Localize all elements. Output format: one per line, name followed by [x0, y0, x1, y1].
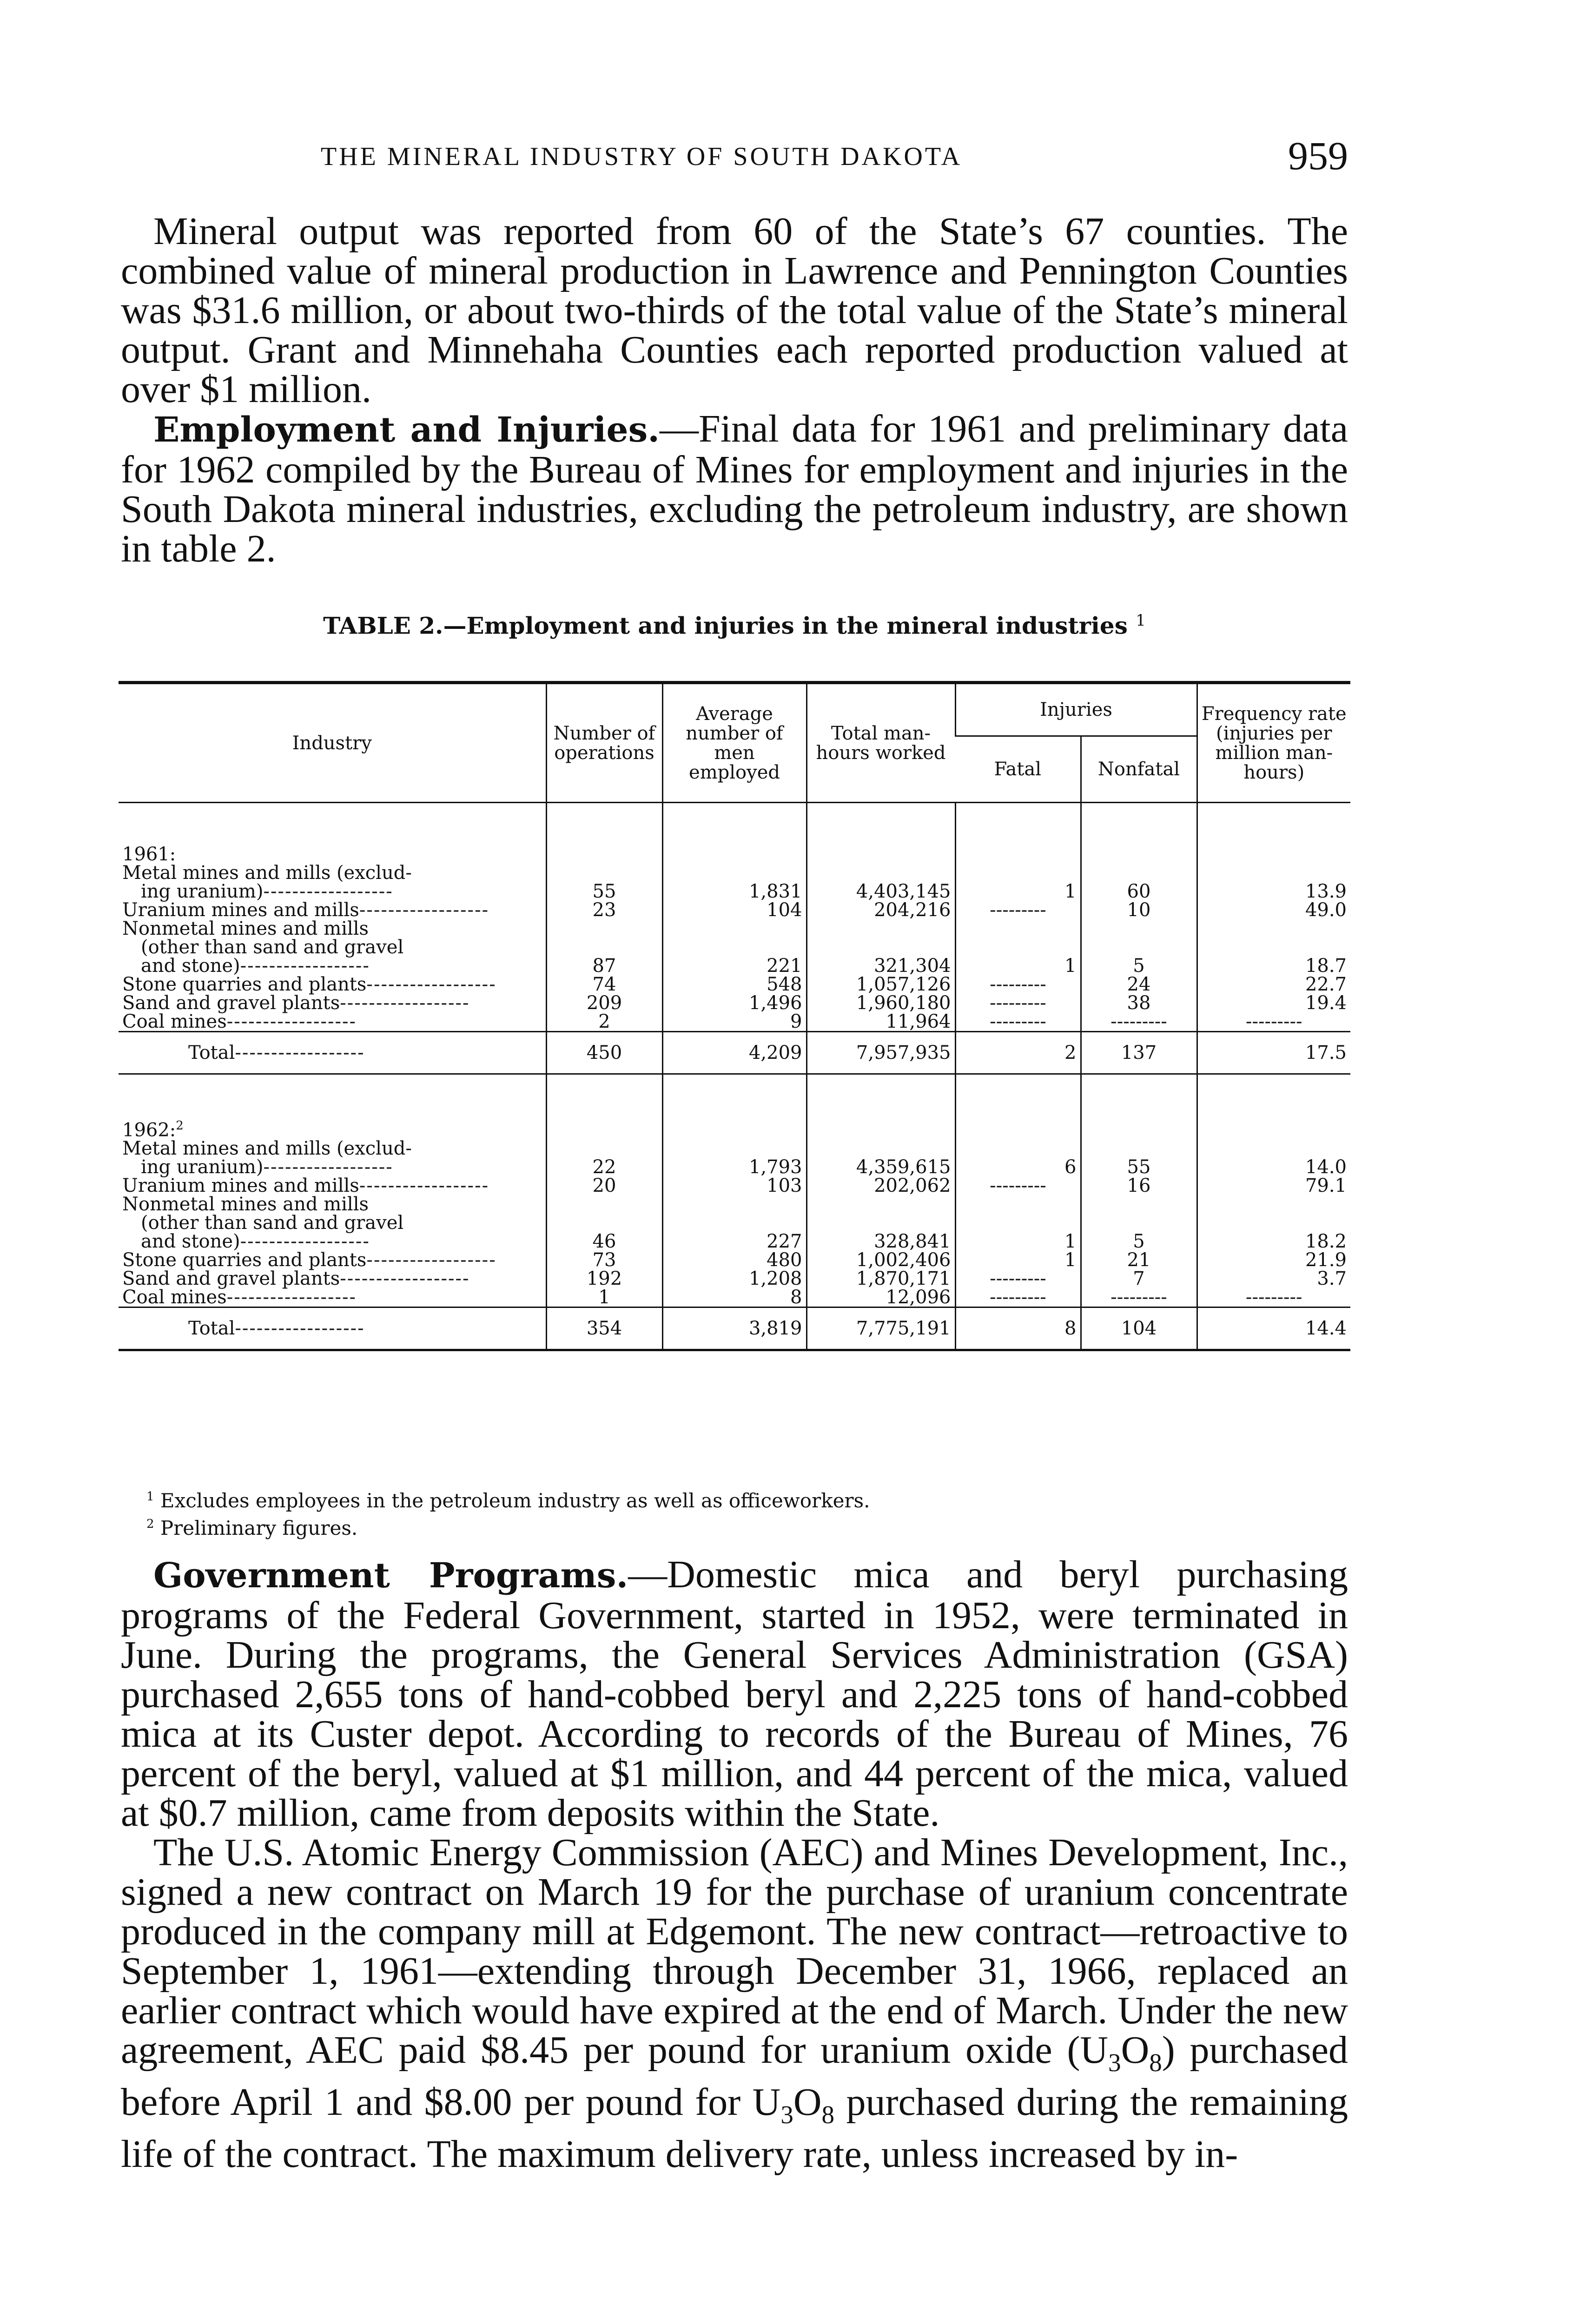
government-heading: Government Programs.	[153, 1556, 628, 1596]
cell-1962-total-rate: 14.4	[1197, 1307, 1350, 1350]
row-label-1962-nonmetal-line3: and stone)	[141, 1231, 240, 1253]
cell-1961-nonmetal-rate: 18.7	[1197, 919, 1350, 975]
leader-dots: ------------------	[263, 1156, 393, 1178]
cell-1962-total-fatal: 8	[955, 1307, 1081, 1350]
cell-1961-coal-men: 9	[662, 1012, 806, 1032]
row-label-1962-metal-line2: ing uranium)	[141, 1156, 264, 1178]
year-row-1962	[119, 1074, 1350, 1140]
aec-sub-3-b: 3	[780, 2100, 793, 2129]
row-label-1962-nonmetal-line1: Nonmetal mines and mills	[122, 1194, 369, 1215]
cell-1962-coal-men: 8	[662, 1288, 806, 1307]
cell-1962-uranium-rate: 79.1	[1197, 1176, 1350, 1195]
cell-1962-uranium-men: 103	[662, 1176, 806, 1195]
cell-1962-sand-hours: 1,870,171	[806, 1269, 955, 1288]
cell-1961-nonmetal-operations: 87	[546, 919, 662, 975]
cell-1961-coal-fatal: ---------	[955, 1012, 1081, 1032]
cell-1961-sand-nonfatal: 38	[1081, 994, 1197, 1012]
employment-heading: Employment and Injuries.	[153, 410, 660, 450]
cell-1962-metal-hours: 4,359,615	[806, 1139, 955, 1176]
employment-text: —Final data for 1961 and preliminary data for 1962 compiled by the Bureau of Mines for employment and injuries in the South Dakota mineral industries, excluding the petroleum industry, are shown in table 2.	[121, 407, 1348, 570]
table-row	[119, 1176, 1350, 1195]
cell-1961-coal-rate: ---------	[1197, 1012, 1350, 1032]
cell-1961-uranium-men: 104	[662, 901, 806, 919]
table-row	[119, 994, 1350, 1012]
cell-1962-stone-hours: 1,002,406	[806, 1251, 955, 1269]
cell-1962-sand-nonfatal: 7	[1081, 1269, 1197, 1288]
header-injuries: Injuries	[955, 683, 1197, 736]
footnote-1	[121, 1485, 1348, 1512]
aec-sub-3: 3	[1108, 2048, 1121, 2077]
row-label-1961-total: Total	[188, 1042, 235, 1063]
cell-1962-nonmetal-nonfatal: 5	[1081, 1195, 1197, 1251]
cell-1962-stone-rate: 21.9	[1197, 1251, 1350, 1269]
cell-1962-uranium-hours: 202,062	[806, 1176, 955, 1195]
cell-1961-metal-men: 1,831	[662, 864, 806, 901]
leader-dots: ------------------	[366, 974, 496, 995]
cell-1962-coal-rate: ---------	[1197, 1288, 1350, 1307]
cell-1961-coal-nonfatal: ---------	[1081, 1012, 1197, 1032]
cell-1962-coal-hours: 12,096	[806, 1288, 955, 1307]
header-frequency: Frequency rate (injuries per million man-hours)	[1197, 683, 1350, 803]
aec-sub-8: 8	[1149, 2048, 1162, 2077]
cell-1961-uranium-fatal: ---------	[955, 901, 1081, 919]
cell-1962-nonmetal-fatal: 1	[955, 1195, 1081, 1251]
cell-1961-uranium-hours: 204,216	[806, 901, 955, 919]
cell-1961-sand-hours: 1,960,180	[806, 994, 955, 1012]
table-row	[119, 901, 1350, 919]
row-label-1961-nonmetal-line2: (other than sand and gravel	[141, 937, 404, 958]
cell-1961-sand-fatal: ---------	[955, 994, 1081, 1012]
leader-dots: ------------------	[226, 1011, 357, 1032]
footnote-1-mark: 1	[146, 1490, 154, 1504]
cell-1961-stone-men: 548	[662, 975, 806, 994]
header-men-employed: Average number of men employed	[662, 683, 806, 803]
cell-1962-coal-nonfatal: ---------	[1081, 1288, 1197, 1307]
cell-1962-metal-fatal: 6	[955, 1139, 1081, 1176]
table-row	[119, 1012, 1350, 1032]
row-label-1962-total: Total	[188, 1318, 235, 1340]
leader-dots: ------------------	[340, 992, 470, 1014]
table-row	[119, 864, 1350, 901]
cell-1962-nonmetal-operations: 46	[546, 1195, 662, 1251]
aec-text-part3: purchased during the remaining life of the contract. The maximum delivery rate, unless increased by in-	[121, 2080, 1348, 2176]
cell-1962-coal-operations: 1	[546, 1288, 662, 1307]
cell-1961-total-rate: 17.5	[1197, 1032, 1350, 1074]
intro-section	[121, 211, 1348, 568]
cell-1962-stone-men: 480	[662, 1251, 806, 1269]
table-caption-note: 1	[1136, 611, 1146, 630]
cell-1961-uranium-rate: 49.0	[1197, 901, 1350, 919]
cell-1962-metal-operations: 22	[546, 1139, 662, 1176]
cell-1961-metal-rate: 13.9	[1197, 864, 1350, 901]
cell-1962-stone-fatal: 1	[955, 1251, 1081, 1269]
cell-1961-coal-operations: 2	[546, 1012, 662, 1032]
cell-1962-sand-rate: 3.7	[1197, 1269, 1350, 1288]
header-operations: Number of operations	[546, 683, 662, 803]
leader-dots: ------------------	[359, 1175, 489, 1197]
cell-1962-sand-operations: 192	[546, 1269, 662, 1288]
row-label-1961-nonmetal-line1: Nonmetal mines and mills	[122, 918, 369, 939]
table-row	[119, 1288, 1350, 1307]
running-head	[126, 132, 1348, 179]
table-row	[119, 919, 1350, 975]
cell-1962-metal-nonfatal: 55	[1081, 1139, 1197, 1176]
year-label-1962: 1962:	[122, 1119, 176, 1141]
year-note-1962: 2	[176, 1119, 184, 1133]
leader-dots: ------------------	[235, 1042, 365, 1063]
cell-1961-metal-fatal: 1	[955, 864, 1081, 901]
row-label-1961-uranium: Uranium mines and mills	[122, 899, 359, 921]
paragraph-counties: Mineral output was reported from 60 of the State’s 67 counties. The combined value of mineral production in Lawrence and Pennington Counties was $31.6 million, or about two-thirds of the total value of the State’s mineral output. Grant and Minnehaha Counties each reported production valued at over $1 million.	[121, 210, 1348, 411]
cell-1962-uranium-operations: 20	[546, 1176, 662, 1195]
paragraph-aec	[121, 1833, 1348, 2174]
table-caption-text: TABLE 2.—Employment and injuries in the mineral industries	[323, 612, 1128, 640]
total-row-1961	[119, 1032, 1350, 1074]
header-industry: Industry	[119, 683, 546, 803]
cell-1962-uranium-nonfatal: 16	[1081, 1176, 1197, 1195]
cell-1962-stone-operations: 73	[546, 1251, 662, 1269]
row-label-1961-nonmetal-line3: and stone)	[141, 955, 240, 977]
row-label-1961-metal-line2: ing uranium)	[141, 881, 264, 902]
footnote-2-text: Preliminary figures.	[160, 1517, 358, 1539]
row-label-1962-stone: Stone quarries and plants	[122, 1249, 367, 1271]
year-label-1961: 1961:	[122, 844, 176, 865]
footnote-1-text: Excludes employees in the petroleum industry as well as officeworkers.	[160, 1489, 870, 1512]
cell-1961-total-fatal: 2	[955, 1032, 1081, 1074]
leader-dots: ------------------	[340, 1268, 470, 1290]
year-row-1961	[119, 803, 1350, 864]
cell-1961-stone-nonfatal: 24	[1081, 975, 1197, 994]
cell-1962-sand-fatal: ---------	[955, 1269, 1081, 1288]
paragraph-employment	[121, 409, 1348, 568]
table-footnotes	[121, 1485, 1348, 1540]
page-number: 959	[1288, 133, 1348, 178]
cell-1962-stone-nonfatal: 21	[1081, 1251, 1197, 1269]
table-row	[119, 1195, 1350, 1251]
row-label-1961-sand: Sand and gravel plants	[122, 992, 340, 1014]
row-label-1962-uranium: Uranium mines and mills	[122, 1175, 359, 1197]
cell-1961-stone-rate: 22.7	[1197, 975, 1350, 994]
row-label-1962-metal-line1: Metal mines and mills (exclud-	[122, 1138, 412, 1160]
aec-text-part2: ) purchased before April 1 and $8.00 per pound for U	[121, 2028, 1348, 2124]
leader-dots: ------------------	[366, 1249, 496, 1271]
cell-1961-total-men: 4,209	[662, 1032, 806, 1074]
footnote-2-mark: 2	[146, 1517, 154, 1531]
leader-dots: ------------------	[235, 1318, 365, 1340]
running-title: THE MINERAL INDUSTRY OF SOUTH DAKOTA	[321, 142, 963, 171]
cell-1962-metal-rate: 14.0	[1197, 1139, 1350, 1176]
aec-sub-8-b: 8	[821, 2100, 834, 2129]
cell-1961-stone-fatal: ---------	[955, 975, 1081, 994]
row-label-1961-coal: Coal mines	[122, 1011, 227, 1032]
cell-1961-uranium-nonfatal: 10	[1081, 901, 1197, 919]
leader-dots: ------------------	[263, 881, 393, 902]
cell-1962-total-men: 3,819	[662, 1307, 806, 1350]
cell-1961-metal-operations: 55	[546, 864, 662, 901]
leader-dots: ------------------	[226, 1287, 357, 1308]
leader-dots: ------------------	[240, 955, 370, 977]
cell-1961-sand-operations: 209	[546, 994, 662, 1012]
cell-1961-metal-nonfatal: 60	[1081, 864, 1197, 901]
table-caption	[121, 611, 1348, 640]
cell-1962-total-operations: 354	[546, 1307, 662, 1350]
cell-1962-coal-fatal: ---------	[955, 1288, 1081, 1307]
cell-1961-stone-operations: 74	[546, 975, 662, 994]
total-row-1962	[119, 1307, 1350, 1350]
lower-section	[121, 1555, 1348, 2174]
employment-table-wrap	[119, 681, 1350, 1351]
cell-1961-total-hours: 7,957,935	[806, 1032, 955, 1074]
aec-oxide-o: O	[1121, 2028, 1150, 2072]
cell-1961-metal-hours: 4,403,145	[806, 864, 955, 901]
leader-dots: ------------------	[240, 1231, 370, 1253]
cell-1962-uranium-fatal: ---------	[955, 1176, 1081, 1195]
cell-1961-nonmetal-fatal: 1	[955, 919, 1081, 975]
row-label-1961-metal-line1: Metal mines and mills (exclud-	[122, 862, 412, 884]
aec-text-part1: The U.S. Atomic Energy Commission (AEC) and Mines Development, Inc., signed a new contract on March 19 for the purchase of uranium concentrate produced in the company mill at Edgemont. The new contract—retroactive to September 1, 1961—extending through December 31, 1966, replaced an earlier contract which would have expired at the end of March. Under the new agreement, AEC paid $8.45 per pound for uranium oxide (U	[121, 1831, 1348, 2072]
cell-1962-metal-men: 1,793	[662, 1139, 806, 1176]
footnote-2	[121, 1512, 1348, 1540]
row-label-1961-stone: Stone quarries and plants	[122, 974, 367, 995]
cell-1961-total-operations: 450	[546, 1032, 662, 1074]
row-label-1962-sand: Sand and gravel plants	[122, 1268, 340, 1290]
leader-dots: ------------------	[359, 899, 489, 921]
cell-1962-nonmetal-rate: 18.2	[1197, 1195, 1350, 1251]
row-label-1962-nonmetal-line2: (other than sand and gravel	[141, 1212, 404, 1234]
cell-1961-total-nonfatal: 137	[1081, 1032, 1197, 1074]
cell-1961-sand-men: 1,496	[662, 994, 806, 1012]
table-row	[119, 1269, 1350, 1288]
cell-1961-nonmetal-nonfatal: 5	[1081, 919, 1197, 975]
header-man-hours: Total man-hours worked	[806, 683, 955, 803]
cell-1962-sand-men: 1,208	[662, 1269, 806, 1288]
cell-1961-sand-rate: 19.4	[1197, 994, 1350, 1012]
government-text: —Domestic mica and beryl purchasing programs of the Federal Government, started in 1952, were terminated in June. During the programs, the General Services Administration (GSA) purchased 2,655 tons of hand-cobbed beryl and 2,225 tons of hand-cobbed mica at its Custer depot. According to records of the Bureau of Mines, 76 percent of the beryl, valued at $1 million, and 44 percent of the mica, valued at $0.7 million, came from deposits within the State.	[121, 1553, 1348, 1835]
cell-1961-stone-hours: 1,057,126	[806, 975, 955, 994]
cell-1961-uranium-operations: 23	[546, 901, 662, 919]
cell-1961-nonmetal-hours: 321,304	[806, 919, 955, 975]
employment-table	[119, 681, 1350, 1351]
table-row	[119, 975, 1350, 994]
aec-oxide-o-b: O	[793, 2080, 822, 2124]
paragraph-government	[121, 1555, 1348, 1833]
table-row	[119, 1251, 1350, 1269]
cell-1961-nonmetal-men: 221	[662, 919, 806, 975]
cell-1962-total-nonfatal: 104	[1081, 1307, 1197, 1350]
header-nonfatal: Nonfatal	[1081, 736, 1197, 803]
row-label-1962-coal: Coal mines	[122, 1287, 227, 1308]
cell-1962-nonmetal-hours: 328,841	[806, 1195, 955, 1251]
cell-1961-coal-hours: 11,964	[806, 1012, 955, 1032]
cell-1962-total-hours: 7,775,191	[806, 1307, 955, 1350]
header-fatal: Fatal	[955, 736, 1081, 803]
cell-1962-nonmetal-men: 227	[662, 1195, 806, 1251]
table-row	[119, 1139, 1350, 1176]
